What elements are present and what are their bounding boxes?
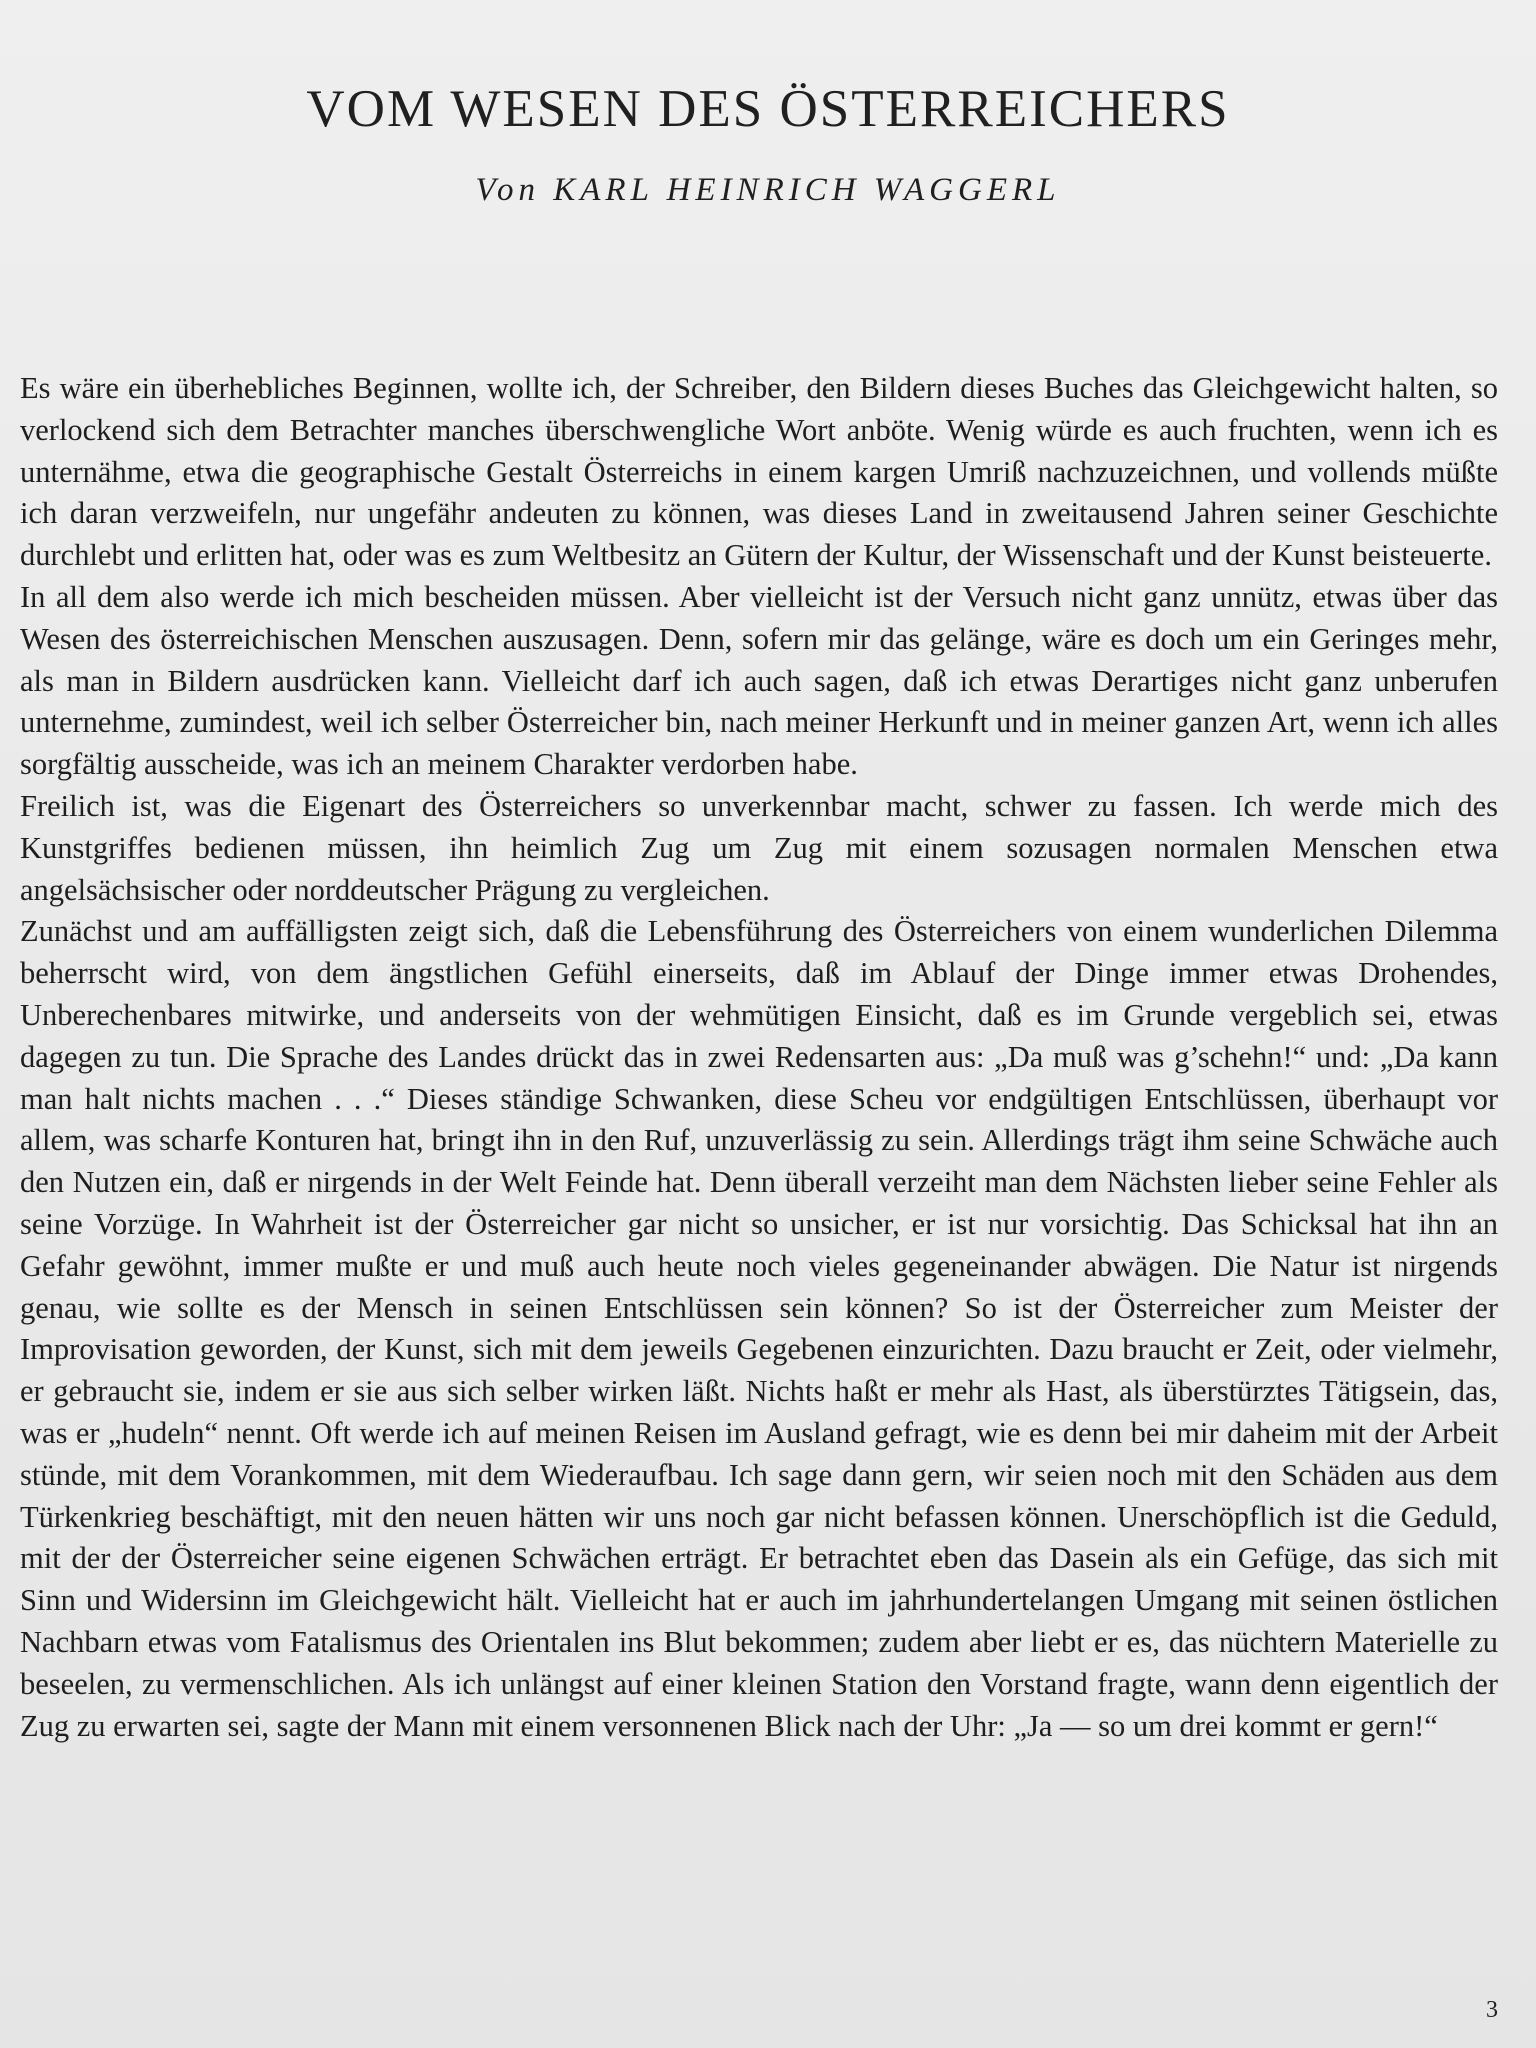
paragraph-2: In all dem also werde ich mich bescheiden müssen. Aber vielleicht ist der Versuch nicht ganz unnütz, etwas über das Wesen des österreichischen Menschen auszusagen. Denn, sofern mir das gelänge, wäre es doch um ein Geringes mehr, als man in Bildern ausdrücken kann. Vielleicht darf ich auch sagen, daß ich etwas Derartiges nicht ganz unberufen unternehme, zumindest, weil ich selber Österreicher bin, nach meiner Herkunft und in meiner ganzen Art, wenn ich alles sorgfältig ausscheide, was ich an meinem Charakter verdorben habe.	[20, 579, 1498, 782]
paragraph-1: Es wäre ein überhebliches Beginnen, wollte ich, der Schreiber, den Bildern dieses Buches das Gleichgewicht halten, so verlockend sich dem Betrachter manches überschwengliche Wort anböte. Wenig würde es auch fruchten, wenn ich es unternähme, etwa die geographische Gestalt Österreichs in einem kargen Umriß nachzuzeichnen, und vollends müßte ich daran verzweifeln, nur ungefähr andeuten zu können, was dieses Land in zweitausend Jahren seiner Geschichte durchlebt und erlitten hat, oder was es zum Weltbesitz an Gütern der Kultur, der Wissenschaft und der Kunst beisteuerte.	[20, 371, 1498, 573]
page-number: 3	[1486, 1997, 1498, 2023]
paragraph-4: Zunächst und am auffälligsten zeigt sich, daß die Lebensführung des Österreichers von einem wunderlichen Dilemma beherrscht wird, von dem ängstlichen Gefühl einerseits, daß im Ablauf der Dinge immer etwas Drohendes, Unberechenbares mitwirke, und anderseits von der wehmütigen Einsicht, daß es im Grunde vergeblich sei, etwas dagegen zu tun. Die Sprache des Landes drückt das in zwei Redensarten aus: „Da muß was g’schehn!“ und: „Da kann man halt nichts machen . . .“ Dieses ständige Schwanken, diese Scheu vor endgültigen Entschlüssen, überhaupt vor allem, was scharfe Konturen hat, bringt ihn in den Ruf, unzuverlässig zu sein. Allerdings trägt ihm seine Schwäche auch den Nutzen ein, daß er nirgends in der Welt Feinde hat. Denn überall verzeiht man dem Nächsten lieber seine Fehler als seine Vorzüge. In Wahrheit ist der Österreicher gar nicht so unsicher, er ist nur vorsichtig. Das Schicksal hat ihn an Gefahr gewöhnt, immer mußte er und muß auch heute noch vieles gegeneinander abwägen. Die Natur ist nirgends genau, wie sollte es der Mensch in seinen Entschlüssen sein können? So ist der Österreicher zum Meister der Improvisation geworden, der Kunst, sich mit dem jeweils Gegebenen einzurichten. Dazu braucht er Zeit, oder vielmehr, er gebraucht sie, indem er sie aus sich selber wirken läßt. Nichts haßt er mehr als Hast, als überstürztes Tätigsein, das, was er „hudeln“ nennt. Oft werde ich auf meinen Reisen im Ausland gefragt, wie es denn bei mir daheim mit der Arbeit stünde, mit dem Vorankommen, mit dem Wiederaufbau. Ich sage dann gern, wir seien noch mit den Schäden aus dem Türkenkrieg beschäftigt, mit den neuen hätten wir uns noch gar nicht befassen können. Unerschöpflich ist die Geduld, mit der der Österreicher seine eigenen Schwächen erträgt. Er betrachtet eben das Dasein als ein Gefüge, das sich mit Sinn und Widersinn im Gleichgewicht hält. Vielleicht hat er auch im jahrhundertelangen Umgang mit seinen östlichen Nachbarn etwas vom Fatalismus des Orientalen ins Blut bekommen; zudem aber liebt er es, das nüchtern Materielle zu beseelen, zu vermenschlichen. Als ich unlängst auf einer kleinen Station den Vorstand fragte, wann denn eigentlich der Zug zu erwarten sei, sagte der Mann mit einem versonnenen Blick nach der Uhr: „Ja — so um drei kommt er gern!“	[20, 914, 1498, 1743]
author-byline: Von KARL HEINRICH WAGGERL	[475, 172, 1061, 208]
article-title: VOM WESEN DES ÖSTERREICHERS	[306, 80, 1230, 138]
article-body	[20, 368, 1498, 1747]
paragraph-3: Freilich ist, was die Eigenart des Österreichers so unverkennbar macht, schwer zu fassen. Ich werde mich des Kunstgriffes bedienen müssen, ihn heimlich Zug um Zug mit einem sozusagen normalen Menschen etwa angelsächsischer oder norddeutscher Prägung zu vergleichen.	[20, 788, 1498, 907]
